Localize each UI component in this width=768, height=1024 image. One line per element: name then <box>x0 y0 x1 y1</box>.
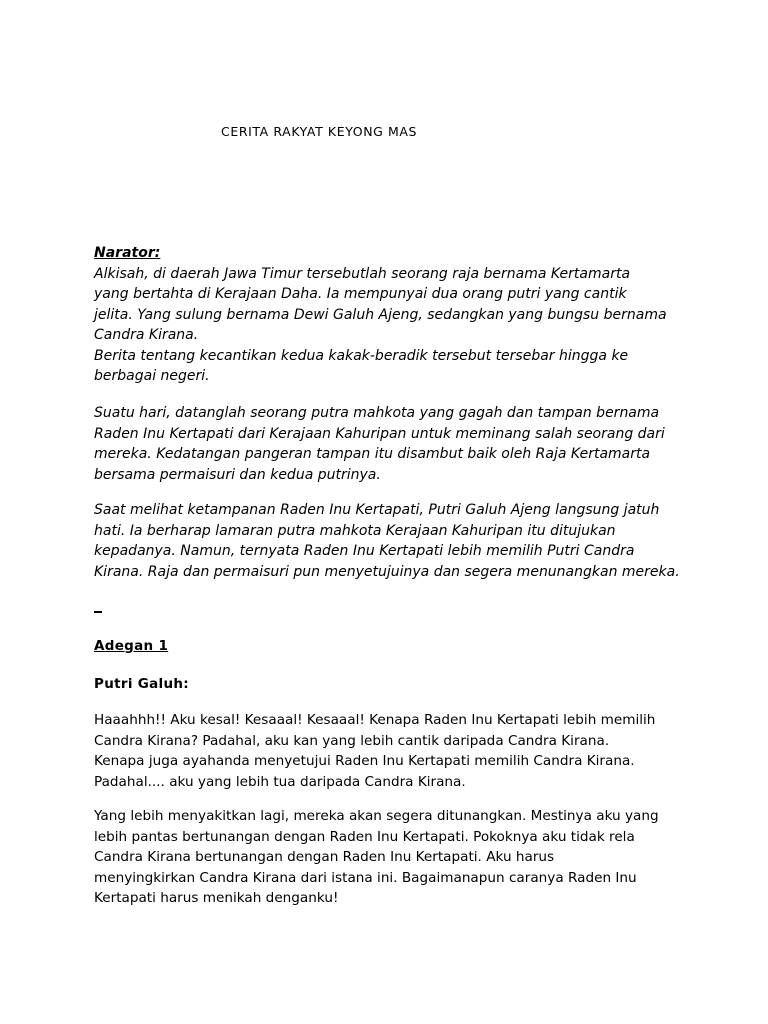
scene-heading: Adegan 1 <box>94 638 169 654</box>
narrator-label: Narator: <box>94 245 161 261</box>
narrator-p1-line: Berita tentang kecantikan kedua kakak-beradik tersebut tersebar hingga ke <box>94 347 629 364</box>
dialogue-p1-line: Padahal.... aku yang lebih tua daripada Candra Kirana. <box>94 773 466 790</box>
narrator-p2-line: Raden Inu Kertapati dari Kerajaan Kahuripan untuk meminang salah seorang dari <box>94 425 665 442</box>
dialogue-p2-line: Yang lebih menyakitkan lagi, mereka akan segera ditunangkan. Mestinya aku yang <box>94 808 659 824</box>
narrator-p1-line: yang bertahta di Kerajaan Daha. Ia mempunyai dua orang putri yang cantik <box>94 286 627 302</box>
narrator-paragraph-3 <box>94 500 684 582</box>
narrator-p2-line: Suatu hari, datanglah seorang putra mahkota yang gagah dan tampan bernama <box>94 405 660 421</box>
dialogue-paragraph-1 <box>94 710 684 792</box>
narrator-p3-line: hati. Ia berharap lamaran putra mahkota Kerajaan Kahuripan itu ditujukan <box>94 522 616 539</box>
narrator-section <box>94 243 684 387</box>
narrator-p1-line: jelita. Yang sulung bernama Dewi Galuh Ajeng, sedangkan yang bungsu bernama <box>94 306 667 323</box>
dialogue-p2-line: Kertapati harus menikah denganku! <box>94 890 339 906</box>
dialogue-paragraph-2 <box>94 806 684 909</box>
narrator-p1-line: berbagai negeri. <box>94 368 210 384</box>
narrator-p1-line: Candra Kirana. <box>94 327 199 343</box>
narrator-paragraph-2 <box>94 403 684 485</box>
dialogue-p2-line: Candra Kirana bertunangan dengan Raden Inu Kertapati. Aku harus <box>94 849 555 865</box>
speaker-label: Putri Galuh: <box>94 676 189 692</box>
dialogue-p2-line: lebih pantas bertunangan dengan Raden Inu Kertapati. Pokoknya aku tidak rela <box>94 828 635 845</box>
narrator-p2-line: bersama permaisuri dan kedua putrinya. <box>94 466 381 483</box>
narrator-p3-line: Kirana. Raja dan permaisuri pun menyetujuinya dan segera menunangkan mereka. <box>94 563 680 580</box>
document-title: CERITA RAKYAT KEYONG MAS <box>221 124 418 139</box>
dialogue-p1-line: Candra Kirana? Padahal, aku kan yang lebih cantik daripada Candra Kirana. <box>94 732 610 749</box>
dialogue-p1-line: Kenapa juga ayahanda menyetujui Raden Inu Kertapati memilih Candra Kirana. <box>94 753 635 769</box>
narrator-p2-line: mereka. Kedatangan pangeran tampan itu disambut baik oleh Raja Kertamarta <box>94 446 651 462</box>
narrator-p3-line: Saat melihat ketampanan Raden Inu Kertapati, Putri Galuh Ajeng langsung jatuh <box>94 502 660 518</box>
narrator-p3-line: kepadanya. Namun, ternyata Raden Inu Kertapati lebih memilih Putri Candra <box>94 543 635 559</box>
dialogue-p1-line: Haaahhh!! Aku kesal! Kesaaal! Kesaaal! Kenapa Raden Inu Kertapati lebih memilih <box>94 712 656 728</box>
dialogue-p2-line: menyingkirkan Candra Kirana dari istana ini. Bagaimanapun caranya Raden Inu <box>94 869 637 886</box>
narrator-p1-line: Alkisah, di daerah Jawa Timur tersebutlah seorang raja bernama Kertamarta <box>94 265 631 282</box>
section-dash <box>94 611 102 613</box>
